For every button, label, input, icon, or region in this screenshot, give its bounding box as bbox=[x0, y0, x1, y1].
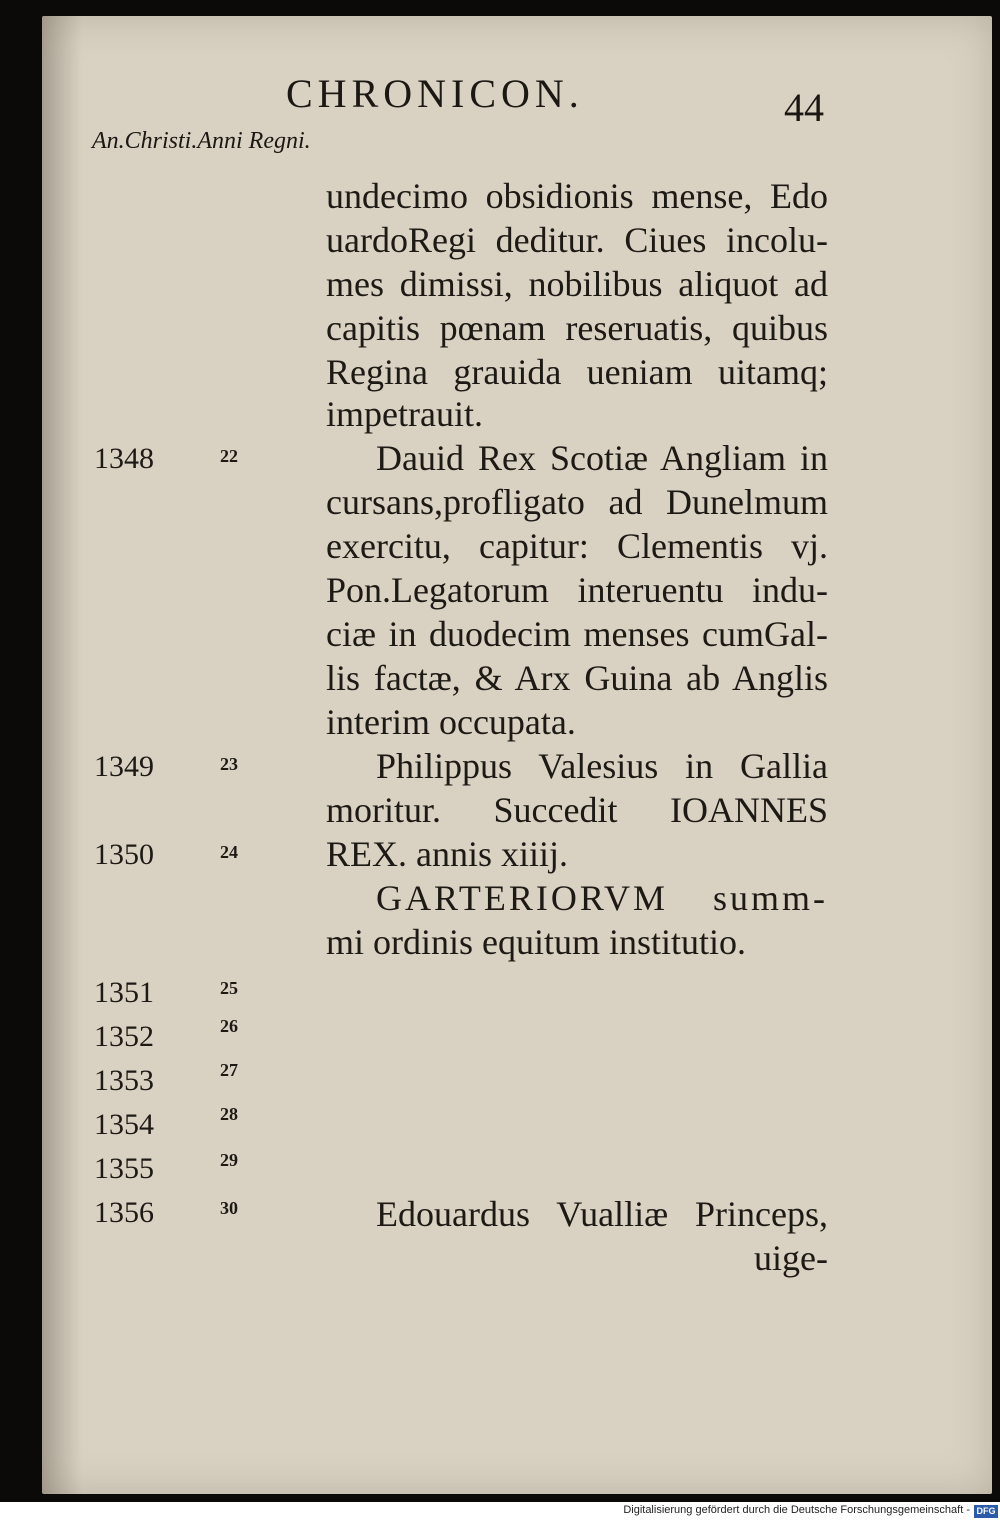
regnal-year: 30 bbox=[220, 1198, 238, 1218]
body-line: undecimo obsidionis mense, Edo bbox=[326, 176, 828, 216]
year-label: 1352 bbox=[94, 1020, 154, 1053]
body-line: cursans,profligato ad Dunelmum bbox=[326, 482, 828, 522]
body-line: impetrauit. bbox=[326, 394, 483, 434]
regnal-year: 27 bbox=[220, 1060, 238, 1080]
regnal-year: 22 bbox=[220, 446, 238, 466]
year-label: 1348 bbox=[94, 442, 154, 475]
running-title: CHRONICON. bbox=[286, 71, 584, 116]
regnal-year: 29 bbox=[220, 1150, 238, 1170]
body-line: GARTERIORVM summ- bbox=[376, 878, 828, 918]
regnal-year: 28 bbox=[220, 1104, 238, 1124]
body-line: REX. annis xiiij. bbox=[326, 834, 568, 874]
body-line: mes dimissi, nobilibus aliquot ad bbox=[326, 264, 828, 304]
year-label: 1353 bbox=[94, 1064, 154, 1097]
body-line: Pon.Legatorum interuentu indu- bbox=[326, 570, 828, 610]
year-label: 1355 bbox=[94, 1152, 154, 1185]
dfg-logo: DFG bbox=[974, 1505, 998, 1518]
gutter-shadow bbox=[42, 16, 82, 1494]
digitization-credit: Digitalisierung gefördert durch die Deutsche Forschungsgemeinschaft - bbox=[623, 1504, 970, 1516]
body-line: interim occupata. bbox=[326, 702, 576, 742]
column-header: An.Christi.Anni Regni. bbox=[92, 128, 311, 154]
body-line: moritur. Succedit IOANNES bbox=[326, 790, 828, 830]
year-label: 1351 bbox=[94, 976, 154, 1009]
body-line: Philippus Valesius in Gallia bbox=[376, 746, 828, 786]
body-line: lis factæ, & Arx Guina ab Anglis bbox=[326, 658, 828, 698]
body-line: Regina grauida ueniam uitamq; bbox=[326, 352, 828, 392]
body-line: uardoRegi deditur. Ciues incolu- bbox=[326, 220, 828, 260]
regnal-year: 25 bbox=[220, 978, 238, 998]
regnal-year: 24 bbox=[220, 842, 238, 862]
body-line: ciæ in duodecim menses cumGal- bbox=[326, 614, 828, 654]
body-line: exercitu, capitur: Clementis vj. bbox=[326, 526, 828, 566]
regnal-year: 26 bbox=[220, 1016, 238, 1036]
body-line: capitis pœnam reseruatis, quibus bbox=[326, 308, 828, 348]
body-line: mi ordinis equitum institutio. bbox=[326, 922, 747, 962]
year-label: 1356 bbox=[94, 1196, 154, 1229]
year-label: 1349 bbox=[94, 750, 154, 783]
year-label: 1354 bbox=[94, 1108, 154, 1141]
page-number: 44 bbox=[784, 85, 824, 130]
regnal-year: 23 bbox=[220, 754, 238, 774]
catchword: uige- bbox=[754, 1238, 828, 1278]
body-line: Dauid Rex Scotiæ Angliam in bbox=[376, 438, 828, 478]
body-line: Edouardus Vualliæ Princeps, bbox=[376, 1194, 828, 1234]
year-label: 1350 bbox=[94, 838, 154, 871]
